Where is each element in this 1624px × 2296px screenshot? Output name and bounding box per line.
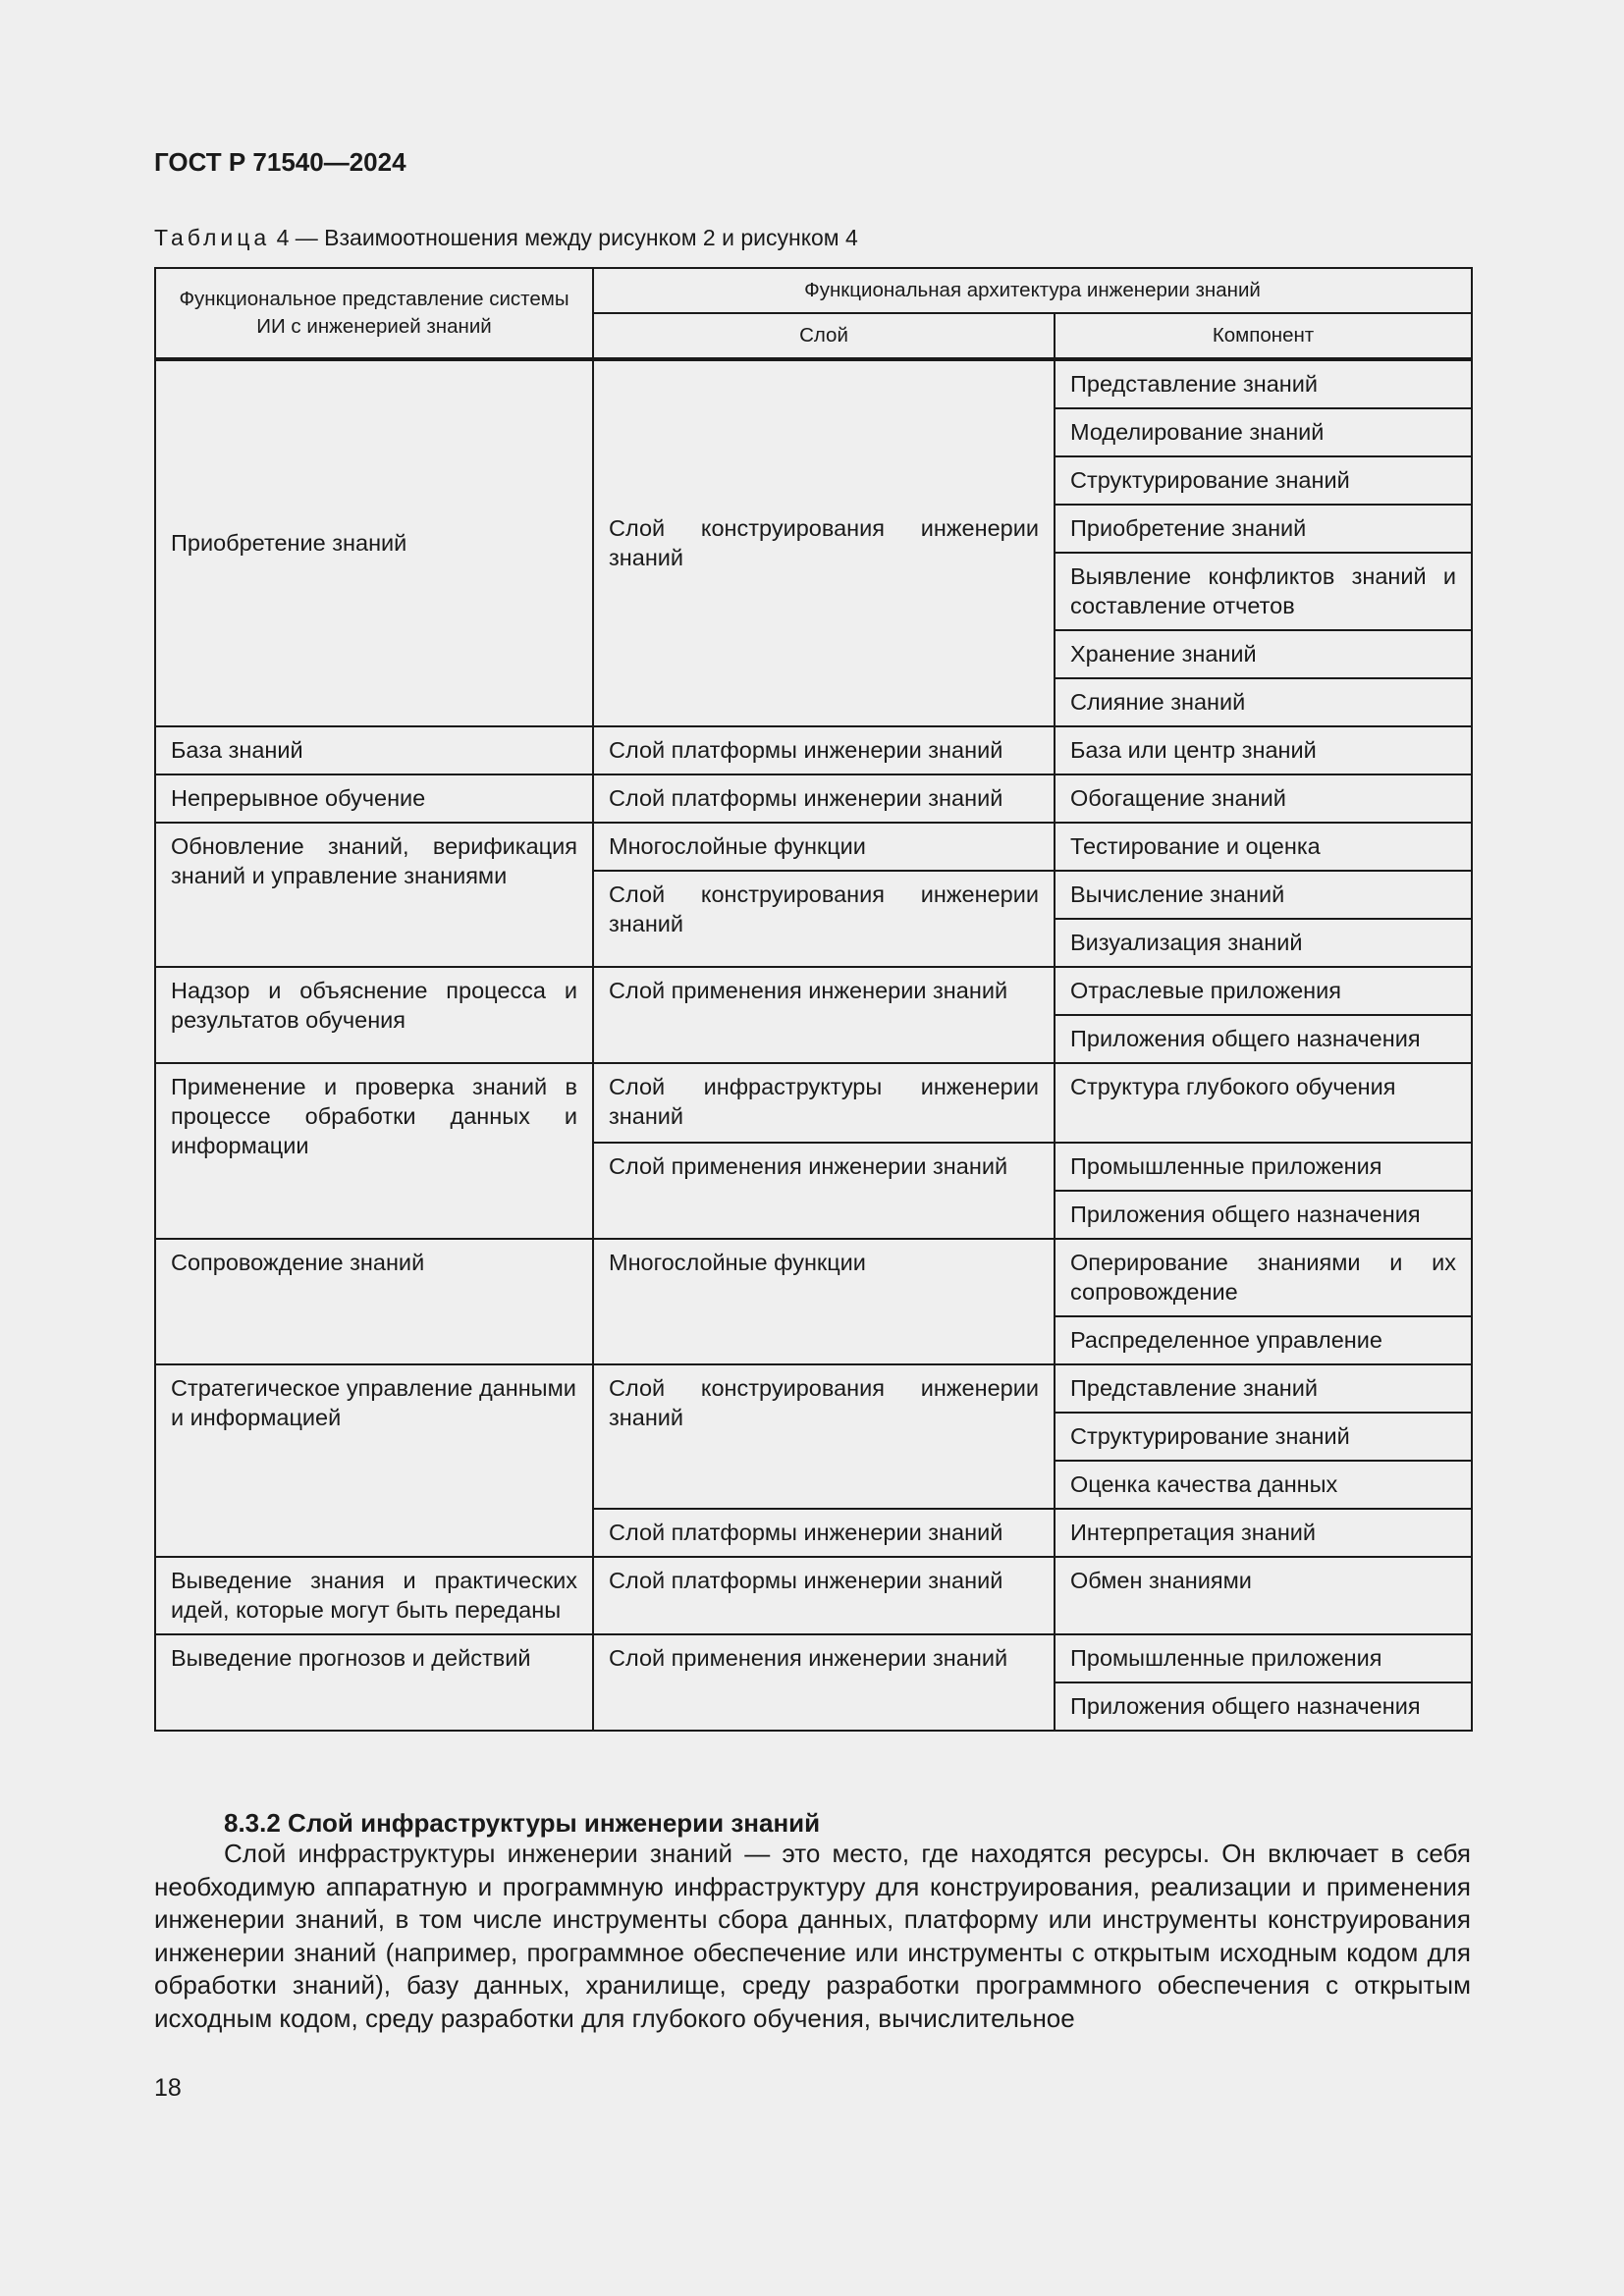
table-row [155,726,1472,774]
component-cell: Хранение знаний [1055,630,1472,678]
component-cell: Промышленные приложения [1055,1634,1472,1682]
component-cell: Моделирование знаний [1055,408,1472,456]
component-cell: Интерпретация знаний [1055,1509,1472,1557]
component-cell: Приложения общего назначения [1055,1682,1472,1731]
layer-cell: Слой платформы инженерии знаний [593,1509,1055,1557]
layer-cell: Слой платформы инженерии знаний [593,774,1055,823]
component-cell: Оперирование знаниями и их сопровождение [1055,1239,1472,1316]
component-cell: Слияние знаний [1055,678,1472,726]
function-cell: Приобретение знаний [155,359,593,726]
component-cell: Выявление конфликтов знаний и составление отчетов [1055,553,1472,630]
layer-cell: Слой применения инженерии знаний [593,967,1055,1063]
component-cell: Структурирование знаний [1055,456,1472,505]
component-cell: Промышленные приложения [1055,1143,1472,1191]
component-cell: Обогащение знаний [1055,774,1472,823]
layer-cell: Слой конструирования инженерии знаний [593,359,1055,726]
header-functional-view: Функциональное представление системы ИИ с инженерией знаний [155,268,593,359]
layer-cell: Слой конструирования инженерии знаний [593,1364,1055,1509]
component-cell: Отраслевые приложения [1055,967,1472,1015]
table-row [155,774,1472,823]
layer-cell: Слой инфраструктуры инженерии знаний [593,1063,1055,1143]
table-header-row [155,268,1472,313]
layer-cell: Многослойные функции [593,823,1055,871]
header-layer: Слой [593,313,1055,359]
component-cell: Приобретение знаний [1055,505,1472,553]
function-cell: Применение и проверка знаний в процессе обработки данных и информации [155,1063,593,1239]
relationship-table [154,267,1473,1732]
layer-cell: Слой применения инженерии знаний [593,1143,1055,1239]
function-cell: Стратегическое управление данными и информацией [155,1364,593,1557]
layer-cell: Слой платформы инженерии знаний [593,726,1055,774]
function-cell: База знаний [155,726,593,774]
layer-cell: Слой применения инженерии знаний [593,1634,1055,1731]
header-architecture-group: Функциональная архитектура инженерии знаний [593,268,1472,313]
component-cell: Обмен знаниями [1055,1557,1472,1634]
function-cell: Надзор и объяснение процесса и результатов обучения [155,967,593,1063]
component-cell: Визуализация знаний [1055,919,1472,967]
component-cell: Распределенное управление [1055,1316,1472,1364]
section-paragraph: Слой инфраструктуры инженерии знаний — это место, где находятся ресурсы. Он включает в себя необходимую аппаратную и программную инфраструктуру для конструирования, реализации и применения инженерии знаний, в том числе инструменты сбора данных, платформу или инструменты конструирования инженерии знаний (например, программное обеспечение или инструменты с открытым исходным кодом для обработки знаний), базу данных, хранилище, среду разработки программного обеспечения с открытым исходным кодом, среду разработки для глубокого обучения, вычислительное [154,1839,1471,2033]
table-row [155,1239,1472,1316]
page-number: 18 [154,2074,182,2102]
section-heading: 8.3.2 Слой инфраструктуры инженерии знаний [224,1808,821,1838]
component-cell: Оценка качества данных [1055,1461,1472,1509]
component-cell: Приложения общего назначения [1055,1015,1472,1063]
component-cell: Структура глубокого обучения [1055,1063,1472,1143]
component-cell: База или центр знаний [1055,726,1472,774]
header-component: Компонент [1055,313,1472,359]
table-row [155,1634,1472,1682]
table-row [155,823,1472,871]
table-caption [154,225,858,251]
document-code: ГОСТ Р 71540—2024 [154,147,406,177]
layer-cell: Слой платформы инженерии знаний [593,1557,1055,1634]
table-row [155,1364,1472,1413]
table-row [155,1063,1472,1143]
function-cell: Выведение прогнозов и действий [155,1634,593,1731]
component-cell: Тестирование и оценка [1055,823,1472,871]
component-cell: Структурирование знаний [1055,1413,1472,1461]
function-cell: Сопровождение знаний [155,1239,593,1364]
function-cell: Непрерывное обучение [155,774,593,823]
component-cell: Представление знаний [1055,359,1472,408]
component-cell: Приложения общего назначения [1055,1191,1472,1239]
table-caption-title: 4 — Взаимоотношения между рисунком 2 и рисунком 4 [276,225,858,250]
table-row [155,967,1472,1015]
component-cell: Представление знаний [1055,1364,1472,1413]
layer-cell: Многослойные функции [593,1239,1055,1364]
table-row [155,1557,1472,1634]
table-caption-label: Таблица [154,225,271,250]
function-cell: Обновление знаний, верификация знаний и управление знаниями [155,823,593,967]
table-row [155,359,1472,408]
component-cell: Вычисление знаний [1055,871,1472,919]
layer-cell: Слой конструирования инженерии знаний [593,871,1055,967]
function-cell: Выведение знания и практических идей, которые могут быть переданы [155,1557,593,1634]
